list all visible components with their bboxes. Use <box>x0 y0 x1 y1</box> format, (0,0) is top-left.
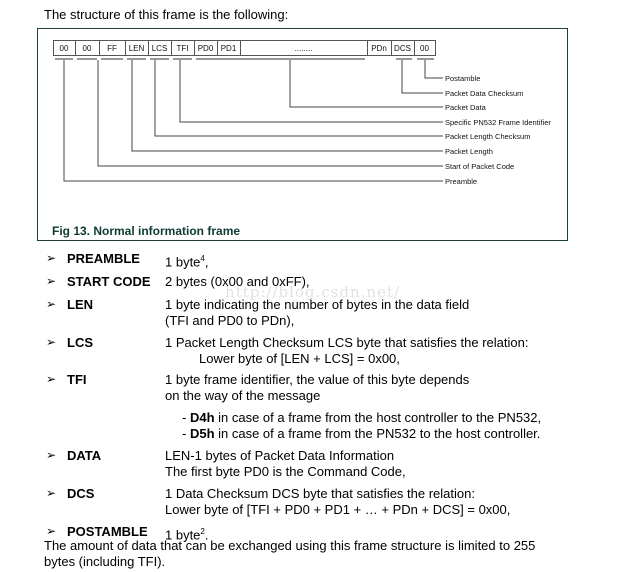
bullet-arrow-icon: ➢ <box>46 335 57 349</box>
desc-lcs <box>165 335 528 366</box>
frame-cell-label: ........ <box>294 44 313 53</box>
desc-len <box>165 297 469 328</box>
tfi-sub-item-d5h <box>182 426 541 442</box>
frame-cell-label: DCS <box>394 44 411 53</box>
desc-start-code: 2 bytes (0x00 and 0xFF), <box>165 274 310 289</box>
footnote-ref[interactable]: 2 <box>200 527 205 536</box>
desc-text: 1 byte <box>165 254 201 270</box>
bullet-arrow-icon: ➢ <box>46 486 57 500</box>
desc-line: The first byte PD0 is the Command Code, <box>165 463 406 479</box>
frame-cell-label: 00 <box>59 44 69 53</box>
figure-caption: Fig 13. Normal information frame <box>52 224 241 238</box>
tfi-code: D4h <box>189 410 215 425</box>
desc-line: 1 Packet Length Checksum LCS byte that satisfies the relation: <box>165 335 529 350</box>
leader-line <box>155 60 443 136</box>
desc-preamble <box>165 251 209 270</box>
tfi-sub-list <box>182 410 541 441</box>
bullet-arrow-icon: ➢ <box>46 297 57 311</box>
frame-structure-diagram <box>38 29 569 242</box>
footer-line: The amount of data that can be exchanged using this frame structure is limited to 255 <box>44 538 536 553</box>
desc-tail: , <box>204 254 209 270</box>
watermark: http://blog.csdn.net/ <box>225 283 401 301</box>
desc-line: LEN-1 bytes of Packet Data Information <box>165 448 395 463</box>
bullet-arrow-icon: ➢ <box>46 274 57 288</box>
bullet-arrow-icon: ➢ <box>46 372 57 386</box>
term-postamble: POSTAMBLE <box>67 524 148 539</box>
leader-line <box>180 60 443 122</box>
term-start-code: START CODE <box>67 274 151 289</box>
frame-cell-label: PDn <box>371 44 387 53</box>
leader-line <box>402 60 443 93</box>
field-label: Packet Length Checksum <box>445 132 531 141</box>
desc-line: 1 byte indicating the number of bytes in the data field <box>165 297 470 312</box>
desc-line: Lower byte of [LEN + LCS] = 0x00, <box>199 350 400 366</box>
desc-line: 1 Data Checksum DCS byte that satisfies the relation: <box>165 486 475 501</box>
dash: - <box>182 410 190 425</box>
tfi-code: D5h <box>189 425 215 441</box>
bullet-arrow-icon: ➢ <box>46 524 57 538</box>
figure-frame-diagram <box>37 28 568 241</box>
frame-cell-label: PD1 <box>220 44 237 53</box>
field-label: Specific PN532 Frame Identifier <box>445 118 551 127</box>
leader-line <box>425 60 443 78</box>
field-label: Packet Length <box>445 147 493 156</box>
term-dcs: DCS <box>67 486 95 501</box>
desc-line: Lower byte of [TFI + PD0 + PD1 + … + PDn + DCS] = 0x00, <box>165 501 511 517</box>
term-len: LEN <box>67 297 93 312</box>
frame-cell-label: FF <box>107 44 117 53</box>
tfi-sub-text: in case of a frame from the PN532 to the host controller. <box>214 425 541 441</box>
frame-cell-label: LCS <box>151 44 168 53</box>
desc-data <box>165 448 406 479</box>
desc-tail: . <box>204 527 209 543</box>
term-preamble: PREAMBLE <box>67 251 140 266</box>
desc-line: 1 byte frame identifier, the value of this byte depends <box>165 372 470 387</box>
leader-line <box>64 60 443 181</box>
frame-cell-label: PD0 <box>197 44 214 53</box>
footer-line: bytes (including TFI). <box>44 553 166 569</box>
field-label: Packet Data <box>445 103 486 112</box>
intro-text: The structure of this frame is the following: <box>44 7 289 22</box>
field-label: Packet Data Checksum <box>445 89 524 98</box>
tfi-sub-item-d4h <box>182 410 541 426</box>
field-label: Postamble <box>445 74 481 83</box>
desc-line: (TFI and PD0 to PDn), <box>165 312 295 328</box>
bullet-arrow-icon: ➢ <box>46 251 57 265</box>
frame-cell-label: LEN <box>128 44 145 53</box>
frame-cell-label: 00 <box>82 44 92 53</box>
desc-tfi <box>165 372 469 403</box>
dash: - <box>182 425 190 441</box>
leader-line <box>98 60 443 166</box>
frame-cell-label: TFI <box>176 44 189 53</box>
tfi-sub-text: in case of a frame from the host controller to the PN532, <box>214 410 542 425</box>
field-label: Preamble <box>445 177 478 186</box>
desc-line: on the way of the message <box>165 387 321 403</box>
term-tfi: TFI <box>67 372 87 387</box>
field-label: Start of Packet Code <box>445 162 515 171</box>
frame-cell-label: 00 <box>420 44 429 53</box>
bullet-arrow-icon: ➢ <box>46 448 57 462</box>
desc-dcs <box>165 486 510 517</box>
term-lcs: LCS <box>67 335 93 350</box>
leader-line <box>290 60 443 107</box>
leader-line <box>132 60 443 151</box>
desc-text: 1 byte <box>165 527 201 543</box>
footer-paragraph <box>44 538 564 569</box>
footnote-ref[interactable]: 4 <box>200 254 205 263</box>
term-data: DATA <box>67 448 102 463</box>
